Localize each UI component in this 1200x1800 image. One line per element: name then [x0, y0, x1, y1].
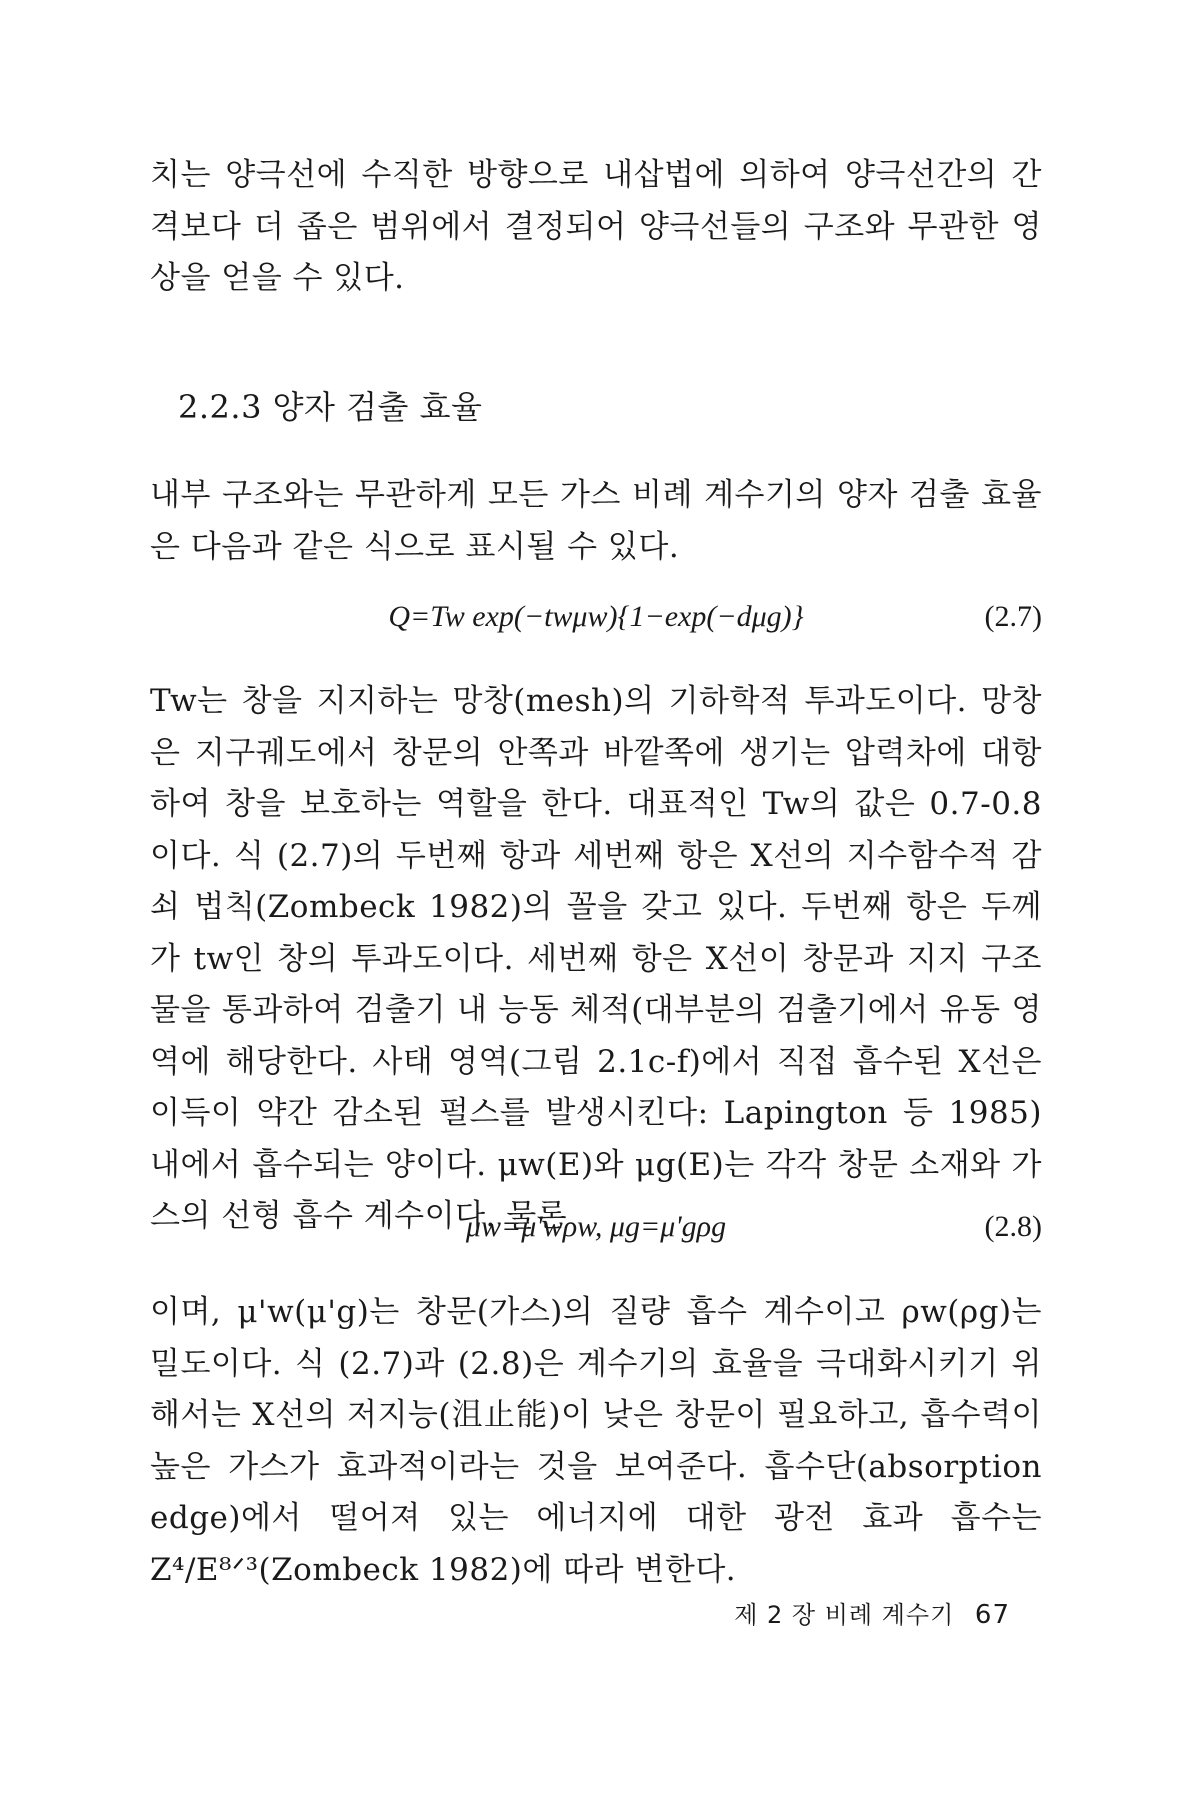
equation-number: (2.7) — [984, 600, 1042, 633]
paragraph-window-transmission — [150, 676, 1042, 1243]
equation-formula: Q=Tw exp(−twμw){1−exp(−dμg)} — [388, 600, 804, 633]
equation-formula: μw=μ'wρw, μg=μ'gρg — [465, 1210, 727, 1243]
paragraph-efficiency-intro — [150, 470, 1042, 573]
equation-number: (2.8) — [984, 1210, 1042, 1243]
paragraph-text: 치는 양극선에 수직한 방향으로 내삽법에 의하여 양극선간의 간격보다 더 좁은 범위에서 결정되어 양극선들의 구조와 무관한 영상을 얻을 수 있다. — [150, 157, 1042, 296]
section-title: 2.2.3 양자 검출 효율 — [178, 388, 483, 426]
paragraph-text: 내부 구조와는 무관하게 모든 가스 비례 계수기의 양자 검출 효율은 다음과 같은 식으로 표시될 수 있다. — [150, 477, 1042, 565]
equation-2-8 — [150, 1210, 1042, 1260]
chapter-title: 제 2 장 비례 계수기 — [734, 1601, 955, 1629]
paragraph-text: 이며, μ'w(μ'g)는 창문(가스)의 질량 흡수 계수이고 ρw(ρg)는 밀도이다. 식 (2.7)과 (2.8)은 계수기의 효율을 극대화시키기 위해서는 X선의 저지능(沮止能)이 낮은 창문이 필요하고, 흡수력이 높은 가스가 효과적이라는 것을 보여준다. 흡수단(absorption edge)에서 떨어져 있는 에너지에 대한 광전 효과 흡수는 Z⁴/E⁸ᐟ³(Zombeck 1982)에 따라 변한다. — [150, 1294, 1042, 1588]
paragraph-absorption-coefficients — [150, 1287, 1042, 1596]
page-number: 67 — [974, 1600, 1010, 1630]
equation-2-7 — [150, 600, 1042, 650]
paragraph-text: Tw는 창을 지지하는 망창(mesh)의 기하학적 투과도이다. 망창은 지구궤도에서 창문의 안쪽과 바깥쪽에 생기는 압력차에 대항하여 창을 보호하는 역할을 한다. 대표적인 Tw의 값은 0.7-0.8이다. 식 (2.7)의 두번째 항과 세번째 항은 X선의 지수함수적 감쇠 법칙(Zombeck 1982)의 꼴을 갖고 있다. 두번째 항은 두께가 tw인 창의 투과도이다. 세번째 항은 X선이 창문과 지지 구조물을 통과하여 검출기 내 능동 체적(대부분의 검출기에서 유동 영역에 해당한다. 사태 영역(그림 2.1c-f)에서 직접 흡수된 X선은 이득이 약간 감소된 펄스를 발생시킨다: Lapington 등 1985) 내에서 흡수되는 양이다. μw(E)와 μg(E)는 각각 창문 소재와 가스의 선형 흡수 계수이다. 물론 — [150, 683, 1042, 1234]
page-footer — [734, 1595, 1010, 1630]
paragraph-intro-continuation — [150, 150, 1042, 305]
